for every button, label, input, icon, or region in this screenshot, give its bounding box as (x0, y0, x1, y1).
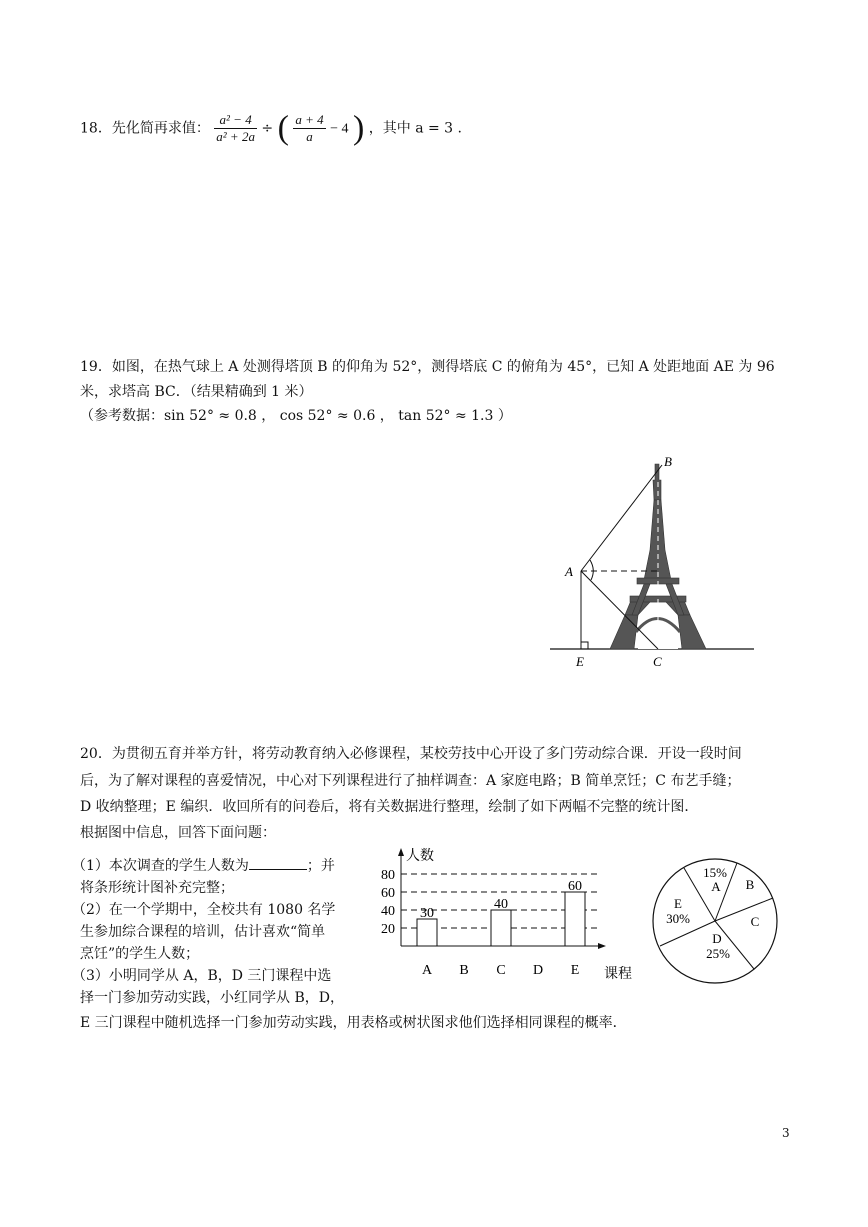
q20-sub3-line-2: 择一门参加劳动实践，小红同学从 B，D， (80, 990, 344, 1006)
q20-subquestions (72, 855, 372, 1009)
bar-data-label-C: 40 (494, 897, 508, 912)
x-tick-label-D: D (532, 963, 544, 978)
bar-data-label-A: 30 (420, 906, 434, 921)
label-B: B (664, 454, 672, 469)
x-axis-label: 课程 (604, 967, 632, 982)
q18-divide-sign: ÷ (261, 120, 274, 137)
y-axis-label: 人数 (406, 849, 434, 864)
pie-B-label: B (745, 877, 755, 892)
q20-line-2: 后，为了解对课程的喜爱情况，中心对下列课程进行了抽样调查：A 家庭电路；B 简单烹饪；C 布艺手缝； (80, 773, 741, 789)
question-19 (80, 353, 800, 429)
y-tick-label: 60 (381, 886, 395, 901)
label-E: E (576, 654, 584, 669)
x-tick-label-C: C (496, 963, 506, 978)
q20-sub2-line-3: 烹饪”的学生人数； (80, 946, 200, 962)
pie-E-percent: 30% (666, 911, 690, 926)
q18-minus-four: − 4 (330, 121, 349, 137)
label-C: C (653, 654, 662, 669)
q20-line-3: D 收纳整理；E 编织．收回所有的问卷后，将有关数据进行整理，绘制了如下两幅不完整的统计图． (80, 799, 699, 815)
x-tick-label-A: A (421, 963, 433, 978)
q19-figure (540, 450, 760, 675)
pie-A-percent: 15% (703, 865, 727, 880)
question-20 (80, 740, 810, 846)
q18-paren-close: ) (352, 109, 365, 147)
q18-frac1-denominator: a² + 2a (216, 129, 255, 144)
bar-data-label-E: 60 (568, 879, 582, 894)
y-tick-labels (381, 868, 395, 937)
x-tick-label-B: B (459, 963, 469, 978)
q20-sub1 (72, 855, 372, 877)
y-tick-label: 40 (381, 904, 395, 919)
q20-sub3-line-3: E 三门课程中随机选择一门参加劳动实践，用表格或树状图求他们选择相同课程的概率． (80, 1015, 627, 1031)
label-A: A (565, 564, 573, 579)
pie-chart (646, 852, 784, 990)
q18-suffix: ，其中 a = 3 . (368, 120, 462, 137)
answer-blank[interactable] (249, 855, 307, 870)
y-axis-arrow-icon (398, 848, 404, 856)
y-tick-label: 80 (381, 868, 395, 883)
q19-line-3: （参考数据：sin 52° ≈ 0.8 ， cos 52° ≈ 0.6 ， tan 52° ≈ 1.3 ） (80, 408, 512, 424)
pie-A-label: A (711, 879, 721, 894)
angle-arc (590, 560, 593, 580)
q20-sub2-line-1: （2）在一个学期中，全校共有 1080 名学 (72, 902, 336, 918)
q18-frac2-denominator: a (306, 129, 313, 144)
bar-E (565, 892, 585, 946)
pie-D-percent: 25% (706, 946, 730, 961)
y-tick-label: 20 (381, 922, 395, 937)
bar-chart (360, 840, 650, 990)
q18-frac2-numerator: a + 4 (295, 112, 324, 127)
x-tick-label-E: E (570, 963, 580, 978)
bar-A (417, 919, 437, 946)
q19-line-1: 19．如图，在热气球上 A 处测得塔顶 B 的仰角为 52°，测得塔底 C 的俯角为 45°，已知 A 处距地面 AE 为 96 (80, 359, 775, 375)
x-axis-arrow-icon (598, 943, 606, 949)
q20-sub1-line-2: 将条形统计图补充完整； (80, 880, 234, 896)
q19-line-2: 米，求塔高 BC．（结果精确到 1 米） (80, 384, 313, 400)
q20-sub3-line-1: （3）小明同学从 A，B，D 三门课程中选 (72, 968, 332, 984)
q20-sub1-text: （1）本次调查的学生人数为 (72, 858, 249, 874)
right-angle-mark (581, 642, 588, 649)
x-tick-labels (422, 963, 579, 978)
bar-C (491, 910, 511, 946)
q20-sub2-line-2: 生参加综合课程的培训，估计喜欢“简单 (80, 924, 326, 940)
q20-line-4: 根据图中信息，回答下面问题： (80, 825, 276, 841)
q20-line-1: 20．为贯彻五育并举方针，将劳动教育纳入必修课程，某校劳技中心开设了多门劳动综合课．开设一段时间 (80, 746, 742, 762)
pie-D-label: D (712, 931, 722, 946)
q20-sub1-text-end: ；并 (306, 858, 335, 874)
pie-E-label: E (674, 896, 682, 911)
page-number: 3 (782, 1126, 790, 1140)
bars (417, 879, 585, 946)
q18-frac1-numerator: a² − 4 (214, 112, 257, 129)
q18-paren-open: ( (277, 109, 289, 147)
pie-C-label: C (750, 914, 760, 929)
q18-fraction-1 (214, 112, 257, 145)
question-18 (80, 109, 462, 147)
q18-prefix: 18．先化简再求值： (80, 120, 210, 137)
q18-fraction-2 (293, 112, 325, 145)
